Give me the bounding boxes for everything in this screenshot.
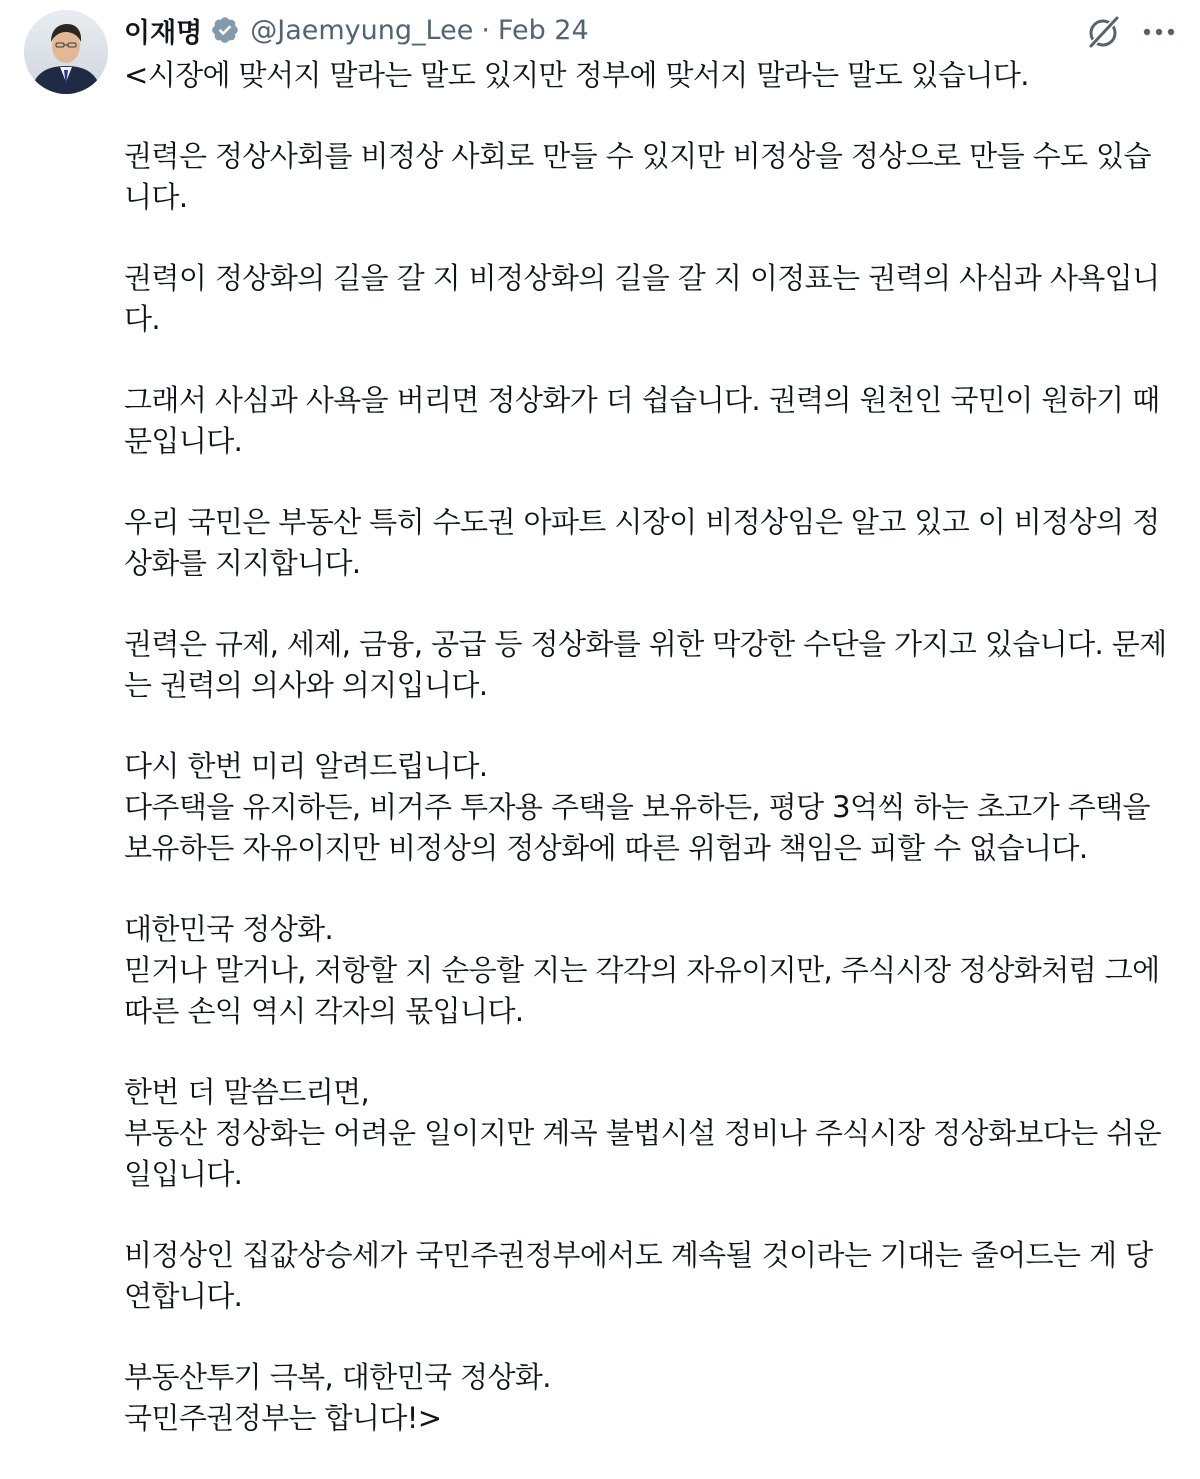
author-display-name[interactable]: 이재명 <box>124 17 203 49</box>
tweet-paragraph <box>124 746 1174 869</box>
tweet-paragraph <box>124 909 1174 1032</box>
tweet-text-line: 연합니다. <box>124 1279 243 1313</box>
tweet-text-line: 보유하든 자유이지만 비정상의 정상화에 따른 위험과 책임은 피할 수 없습니다. <box>124 831 1088 865</box>
tweet-text-line: 따른 손익 역시 각자의 몫입니다. <box>124 994 524 1028</box>
tweet-paragraph <box>124 502 1174 584</box>
tweet-text <box>124 55 1174 1479</box>
tweet-paragraph <box>124 258 1174 340</box>
tweet-text-line: 다. <box>124 302 161 336</box>
tweet-paragraph <box>124 380 1174 462</box>
avatar-photo-icon <box>24 10 108 94</box>
tweet-text-line: 국민주권정부는 합니다!> <box>124 1401 442 1435</box>
tweet-text-line: 한번 더 말씀드리면, <box>124 1075 370 1109</box>
tweet-text-line: 다주택을 유지하든, 비거주 투자용 주택을 보유하든, 평당 3억씩 하는 초고가 주택을 <box>124 790 1150 824</box>
tweet-text-line: 일입니다. <box>124 1157 243 1191</box>
tweet-text-line: 우리 국민은 부동산 특히 수도권 아파트 시장이 비정상임은 알고 있고 이 비정상의 정 <box>124 505 1160 539</box>
verified-badge-icon <box>210 15 240 45</box>
tweet-text-line: 부동산 정상화는 어려운 일이지만 계곡 불법시설 정비나 주식시장 정상화보다는 쉬운 <box>124 1116 1162 1150</box>
tweet-header <box>124 8 589 52</box>
tweet-date[interactable]: Feb 24 <box>497 14 589 46</box>
tweet-paragraph <box>124 1357 1174 1439</box>
tweet-text-line: 상화를 지지합니다. <box>124 546 361 580</box>
tweet-text-line: 다시 한번 미리 알려드립니다. <box>124 749 488 783</box>
tweet-text-line: 문입니다. <box>124 424 243 458</box>
grok-icon[interactable] <box>1084 12 1124 52</box>
header-separator: · <box>481 14 490 46</box>
tweet-text-line: 권력은 규제, 세제, 금융, 공급 등 정상화를 위한 막강한 수단을 가지고 있습니다. 문제 <box>124 627 1167 661</box>
author-handle[interactable]: @Jaemyung_Lee <box>250 14 474 46</box>
tweet-text-line: 권력이 정상화의 길을 갈 지 비정상화의 길을 갈 지 이정표는 권력의 사심과 사욕입니 <box>124 261 1160 295</box>
tweet-text-line: <시장에 맞서지 말라는 말도 있지만 정부에 맞서지 말라는 말도 있습니다. <box>124 58 1029 92</box>
tweet-text-line: 니다. <box>124 180 188 214</box>
tweet-text-line: 는 권력의 의사와 의지입니다. <box>124 668 488 702</box>
author-avatar[interactable] <box>24 10 108 94</box>
tweet-paragraph <box>124 136 1174 218</box>
tweet-text-line: 비정상인 집값상승세가 국민주권정부에서도 계속될 것이라는 기대는 줄어드는 게 당 <box>124 1238 1153 1272</box>
more-options-icon[interactable] <box>1138 12 1180 52</box>
tweet-paragraph <box>124 55 1174 96</box>
tweet-text-line: 권력은 정상사회를 비정상 사회로 만들 수 있지만 비정상을 정상으로 만들 수도 있습 <box>124 139 1151 173</box>
tweet-text-line: 믿거나 말거나, 저항할 지 순응할 지는 각각의 자유이지만, 주식시장 정상화처럼 그에 <box>124 953 1160 987</box>
tweet-text-line: 부동산투기 극복, 대한민국 정상화. <box>124 1360 551 1394</box>
tweet-text-line: 대한민국 정상화. <box>124 912 334 946</box>
tweet-paragraph <box>124 624 1174 706</box>
tweet-paragraph <box>124 1235 1174 1317</box>
tweet-text-line: 그래서 사심과 사욕을 버리면 정상화가 더 쉽습니다. 권력의 원천인 국민이 원하기 때 <box>124 383 1160 417</box>
tweet-paragraph <box>124 1072 1174 1195</box>
